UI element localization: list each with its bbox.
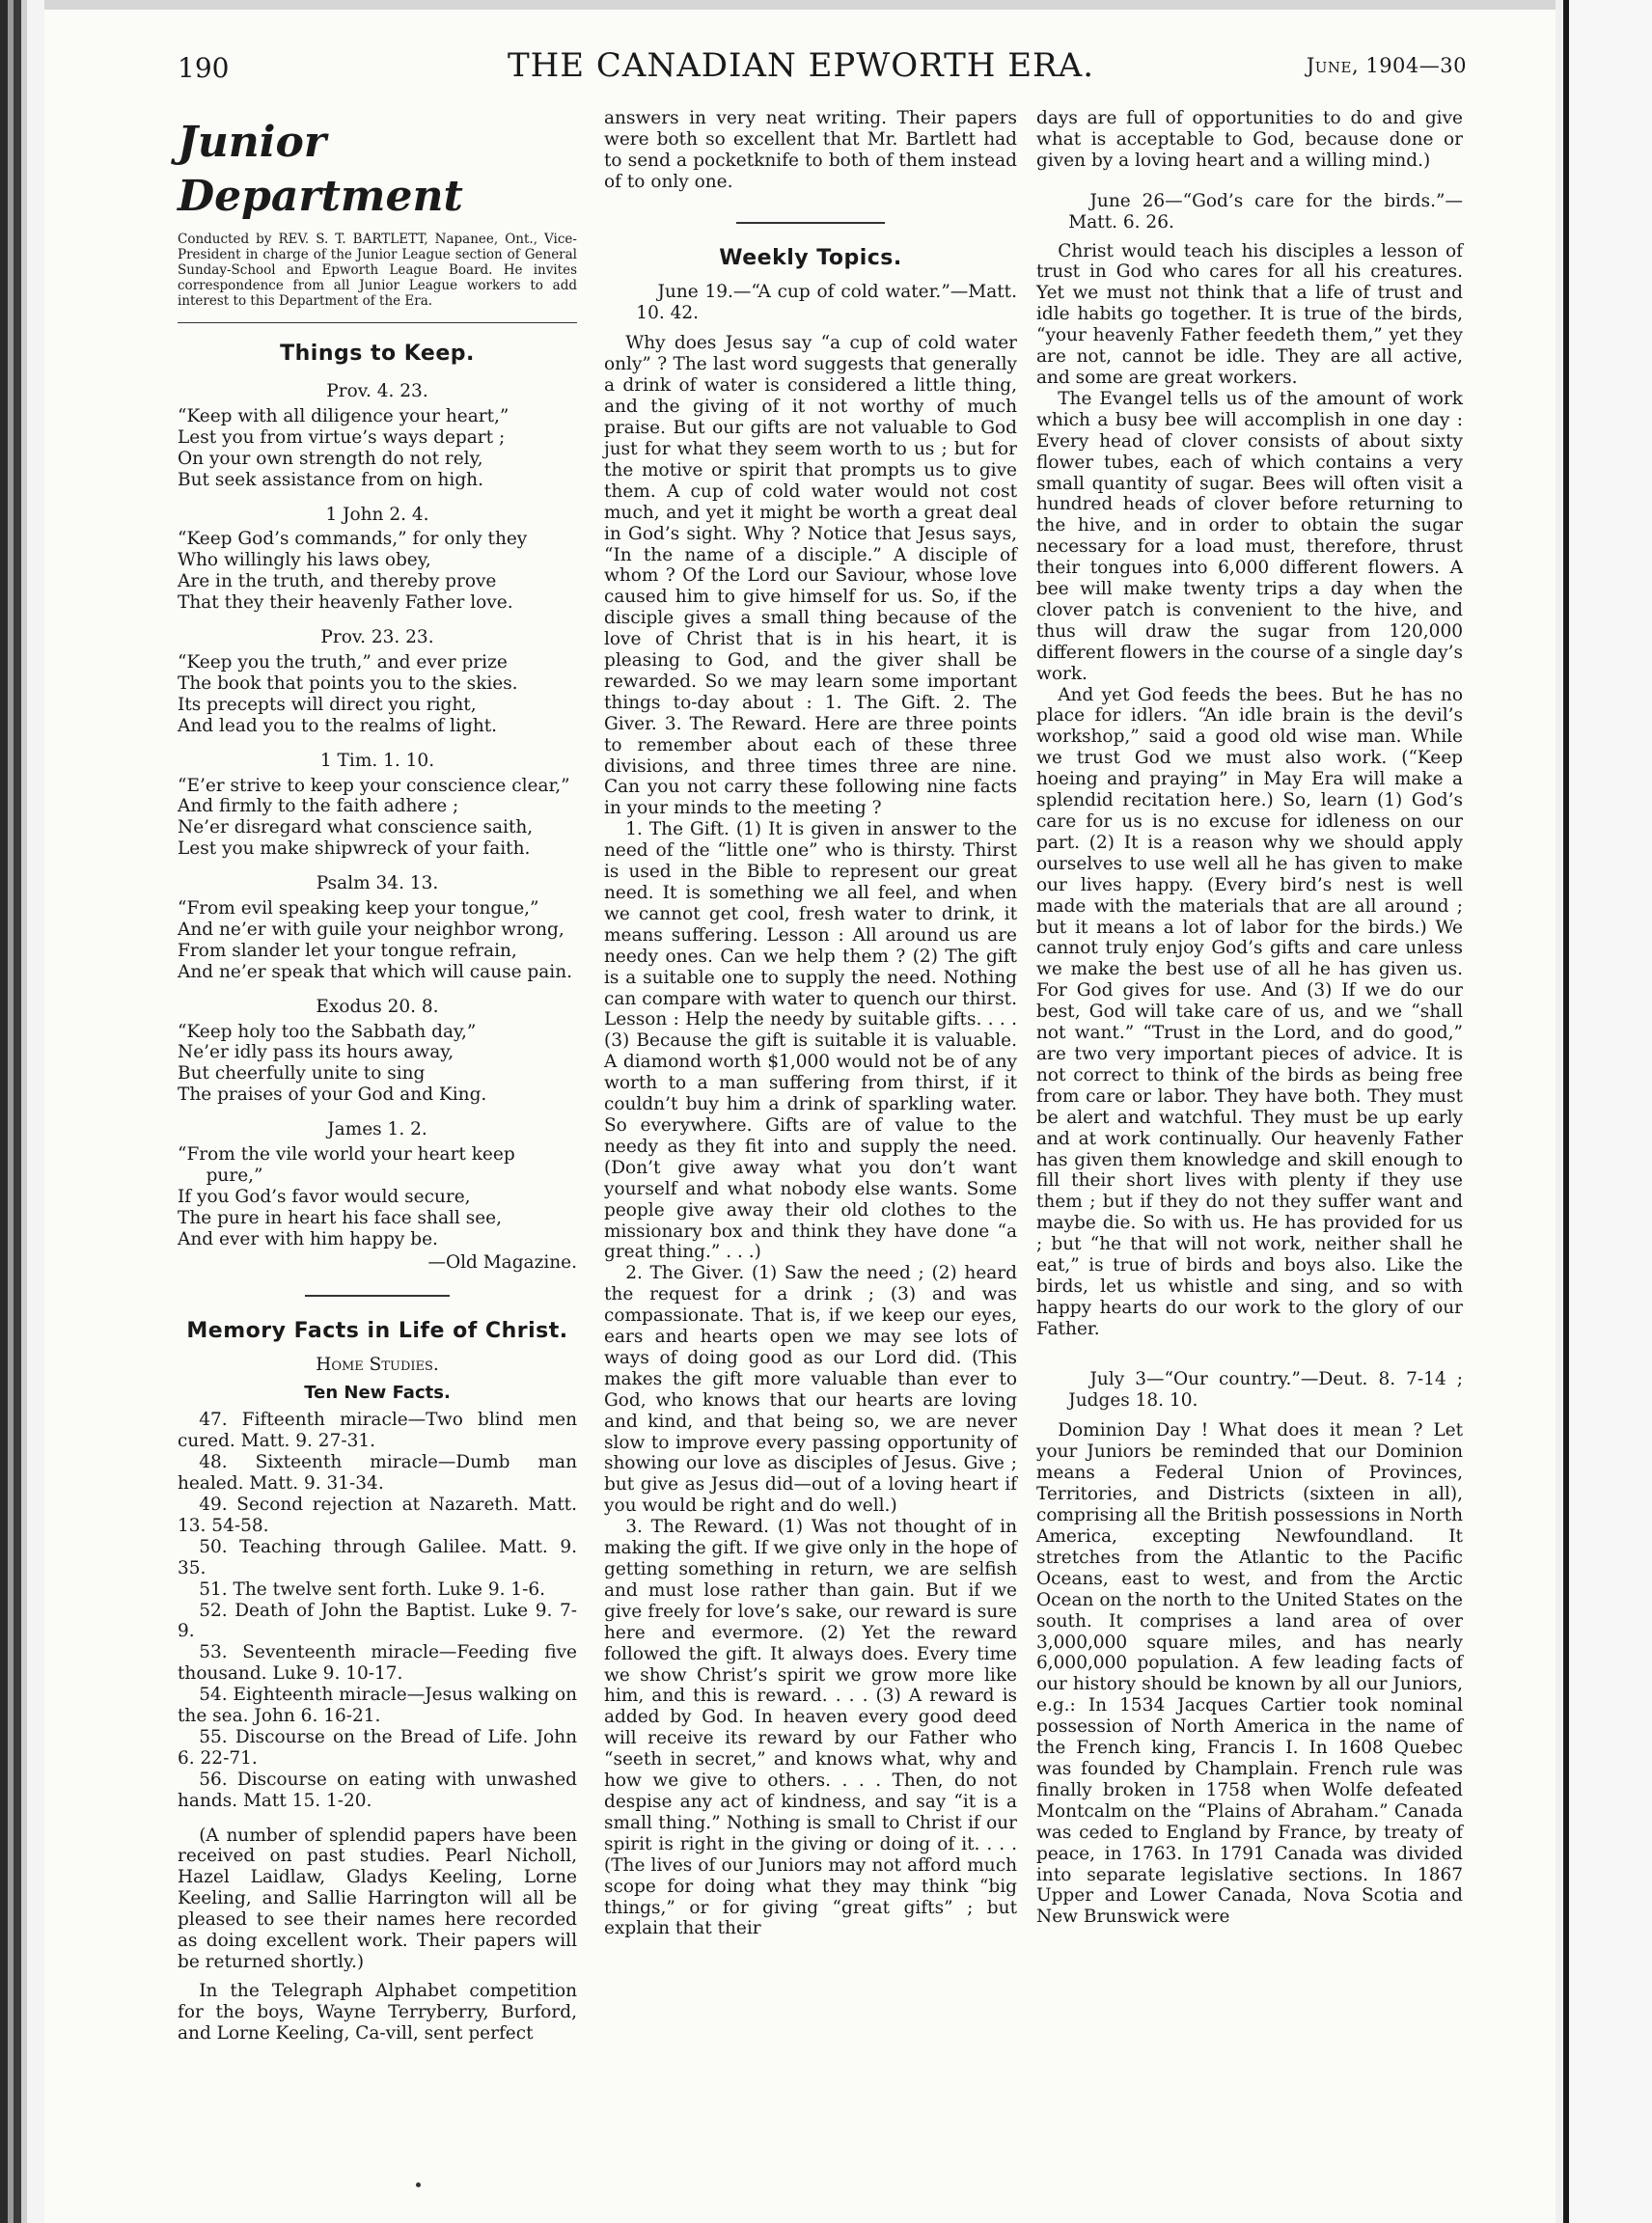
poem-line: “Keep you the truth,” and ever prize (178, 651, 508, 672)
column-right (1036, 108, 1463, 1928)
fact-item: 53. Seventeenth miracle—Feeding five thousand. Luke 9. 10-17. (178, 1642, 577, 1685)
poem-line: “Keep God’s commands,” for only they (178, 529, 528, 550)
poem-stanza (178, 381, 577, 491)
issue-date: June, 1904—30 (1306, 54, 1467, 77)
poem-line: Who willingly his laws obey, (178, 550, 431, 571)
column-middle (604, 108, 1017, 1939)
body-paragraph: 2. The Giver. (1) Saw the need ; (2) heard the request for a drink ; (3) and was compassionate. That is, if we keep our eyes, ears and hearts open we may see lots of ways of doing good as our Lord did. (This makes the gift more valuable than ever to God, who knows that our hearts are loving and kind, and that being so, we are never slow to improve every passing opportunity of showing our love as disciples of Jesus. Give ; but give as Jesus did—out of a loving heart if you would be right and do well.) (604, 1263, 1017, 1517)
poem-stanza (178, 873, 577, 983)
department-title: Junior Department (178, 118, 463, 221)
body-paragraph: 3. The Reward. (1) Was not thought of in making the gift. If we give only in the hope of getting something in return, we are selfish and must lose rather than gain. But if we give freely for love’s sake, our reward is sure here and evermore. (2) Yet the reward followed the gift. It always does. Every time we show Christ’s spirit we grow more like him, and this is reward. . . . (3) A reward is added by God. In heaven every good deed will receive its reward by our Father who “seeth in secret,” and knows what, why and how we give to others. . . . Then, do not despise any act of kindness, and say “it is a small thing.” Nothing is small to Christ if our spirit is right in the giving or doing of it. . . . (The lives of our Juniors may not afford much scope for doing what they may think “big things,” or for giving “great gifts” ; but explain that their (604, 1517, 1017, 1939)
poem-stanza (178, 1119, 577, 1249)
divider (178, 322, 577, 323)
scripture-ref: Psalm 34. 13. (316, 873, 439, 894)
poem-line: And firmly to the faith adhere ; (178, 796, 459, 817)
poem-line: The pure in heart his face shall see, (178, 1207, 502, 1228)
memory-facts-title: Memory Facts in Life of Christ. (186, 1318, 568, 1343)
scripture-ref: Prov. 4. 23. (326, 381, 428, 401)
scan-top-edge (0, 0, 1652, 10)
fact-item: 51. The twelve sent forth. Luke 9. 1-6. (199, 1578, 546, 1600)
ten-new-facts-label: Ten New Facts. (304, 1383, 451, 1404)
body-paragraph: Dominion Day ! What does it mean ? Let your Juniors be reminded that our Dominion means a Federal Union of Provinces, Territories, and Districts (sixteen in all), comprising all the British possessions in North America, excepting Newfoundland. It stretches from the Atlantic to the Pacific Oceans, east to west, and from the Arctic Ocean on the north to the United States on the south. It comprises a land area of over 3,000,000 square miles, and has nearly 6,000,000 population. A few leading facts of our history should be known by all our Juniors, e.g.: In 1534 Jacques Cartier took nominal possession of North America in the name of the French king, Francis I. In 1608 Quebec was founded by Champlain. French rule was finally broken in 1758 when Wolfe defeated Montcalm on the “Plains of Abraham.” Canada was ceded to England by France, by treaty of peace, in 1763. In 1791 Canada was divided into separate legislative sections. In 1867 Upper and Lower Canada, Nova Scotia and New Brunswick were (1036, 1420, 1463, 1928)
poem-line: That they their heavenly Father love. (178, 592, 513, 614)
weekly-topics-title: Weekly Topics. (719, 245, 902, 270)
poem-line: Are in the truth, and thereby prove (178, 571, 497, 592)
things-to-keep-title: Things to Keep. (280, 342, 475, 366)
poem-line: From slander let your tongue refrain, (178, 940, 517, 961)
page-number: 190 (178, 52, 230, 84)
conductor-note: Conducted by REV. S. T. BARTLETT, Napanee, Ont., Vice-President in charge of the Junior League section of General Sunday-School and Epworth League Board. He invites correspondence from all Junior League workers to add interest to this Department of the Era. (178, 232, 577, 309)
scripture-ref: 1 John 2. 4. (325, 504, 429, 525)
poem-stanza (178, 997, 577, 1107)
poem-line: “Keep holy too the Sabbath day,” (178, 1021, 477, 1042)
fact-item: 56. Discourse on eating with unwashed hands. Matt 15. 1-20. (178, 1769, 577, 1811)
papers-note: (A number of splendid papers have been received on past studies. Pearl Nicholl, Hazel Laidlaw, Gladys Keeling, Lorne Keeling, and Sallie Harrington will all be pleased to see their names here recorded as doing excellent work. Their papers will be returned shortly.) (178, 1825, 577, 1972)
poem-line: If you God’s favor would secure, (178, 1186, 471, 1207)
poem-line: “E’er strive to keep your conscience clear,” (178, 775, 570, 796)
fact-item: 50. Teaching through Galilee. Matt. 9. 35. (178, 1536, 577, 1578)
telegraph-note: In the Telegraph Alphabet competition for the boys, Wayne Terryberry, Burford, and Lorne Keeling, Ca-vill, sent perfect (178, 1980, 577, 2044)
poem-stanza (178, 505, 577, 615)
masthead: THE CANADIAN EPWORTH ERA. (507, 46, 1095, 85)
scan-binding-edge (0, 0, 44, 2223)
poem-line: The book that points you to the skies. (178, 672, 518, 694)
fact-item: 49. Second rejection at Nazareth. Matt. 13. 54-58. (178, 1494, 577, 1536)
poem-line: But cheerfully unite to sing (178, 1063, 426, 1084)
body-paragraph: And yet God feeds the bees. But he has no place for idlers. “An idle brain is the devil’s workshop,” said a good old wise man. While we trust God we must also work. (“Keep hoeing and praying” in May Era will make a splendid recitation here.) So, learn (1) God’s care for us is no excuse for idleness on our part. (2) It is a reason why we should apply ourselves to use well all he has given to make our lives happy. (Every bird’s nest is well made with the materials that are all around ; but it means a lot of labor for the birds.) We cannot truly enjoy God’s gifts and care unless we make the best use of all he has given us. For God gives for use. And (3) If we do our best, God will take care of us, and we “shall not want.” “Trust in the Lord, and do good,” are two very important pieces of advice. It is not correct to think of the birds as being free from care or labor. They have both. They must be alert and watchful. They must be up early and at work continually. Our heavenly Father has given them knowledge and skill enough to fill their short lives with plenty if they use them ; but if they do not they suffer want and maybe die. So with us. He has provided for us ; but “he that will not work, neither shall he eat,” is true of birds and boys also. Like the birds, let us whistle and sing, and so with happy hearts do our work to the glory of our Father. (1036, 684, 1463, 1339)
poem-line: And lead you to the realms of light. (178, 715, 498, 736)
poem-line: And ever with him happy be. (178, 1228, 438, 1249)
poem-line: The praises of your God and King. (178, 1084, 487, 1106)
fact-item: 55. Discourse on the Bread of Life. John 6. 22-71. (178, 1726, 577, 1769)
scan-right-edge (1556, 0, 1652, 2223)
poem-line: Lest you from virtue’s ways depart ; (178, 426, 506, 448)
divider (736, 222, 885, 224)
poem-stanza (178, 627, 577, 737)
poem-line: “Keep with all diligence your heart,” (178, 405, 509, 426)
fact-item: 52. Death of John the Baptist. Luke 9. 7-9. (178, 1600, 577, 1642)
poem-line: And ne’er with guile your neighbor wrong, (178, 919, 564, 940)
body-paragraph: Why does Jesus say “a cup of cold water only” ? The last word suggests that generally a drink of water is considered a little thing, and the giving of it not worthy of much praise. But our gifts are not valuable to God just for what they seem worth to us ; but for the motive or spirit that prompts us to give them. A cup of cold water would not cost much, and yet it might be worth a great deal in God’s sight. Why ? Notice that Jesus says, “In the name of a disciple.” A disciple of whom ? Of the Lord our Saviour, whose love caused him to give himself for us. So, if the disciple gives a small thing because of the love of Christ that is in his heart, it is pleasing to God, and the giver shall be rewarded. So we may learn some important things to-day about : 1. The Gift. 2. The Giver. 3. The Reward. Here are three points to remember about each of these three divisions, and three times three are nine. Can you not carry these following nine facts in your minds to the meeting ? (604, 333, 1017, 819)
scripture-ref: Prov. 23. 23. (320, 627, 434, 648)
topic-heading: June 19.—“A cup of cold water.”—Matt. 10. 42. (636, 281, 1017, 323)
column-left (178, 108, 577, 2045)
poem-attribution: —Old Magazine. (427, 1251, 577, 1273)
body-paragraph: 1. The Gift. (1) It is given in answer to the need of the “little one” who is thirsty. Thirst is used in the Bible to represent our great need. It is something we all feel, and when we cannot get cool, fresh water to drink, it means suffering. Lesson : All around us are needy ones. Can we help them ? (2) The gift is a suitable one to supply the need. Nothing can compare with water to quench our thirst. Lesson : Help the needy by suitable gifts. . . . (3) Because the gift is suitable it is valuable. A diamond worth $1,000 would not be of any worth to a man suffering from thirst, if it couldn’t buy him a drink of sparkling water. So everywhere. Gifts are of value to the needy as they fit into and supply the need. (Don’t give away what you don’t want yourself and what nobody else wants. Some people give away their old clothes to the missionary box and think they have done “a great thing.” . . .) (604, 819, 1017, 1263)
scripture-ref: Exodus 20. 8. (316, 996, 439, 1017)
body-paragraph: Christ would teach his disciples a lesson of trust in God who cares for all his creatures. Yet we must not think that a life of trust and idle habits go together. It is true of the birds, “your heavenly Father feedeth them,” yet they are not, cannot be idle. They are all active, and some are great workers. (1036, 240, 1463, 388)
running-header (135, 46, 1467, 95)
scripture-ref: James 1. 2. (327, 1119, 427, 1140)
poem-line: Ne’er idly pass its hours away, (178, 1042, 454, 1063)
poem-line: But seek assistance from on high. (178, 469, 483, 490)
scripture-ref: 1 Tim. 1. 10. (319, 750, 435, 771)
poem-line: “From the vile world your heart keep pure,” (178, 1144, 515, 1186)
poem-stanza (178, 751, 577, 861)
poem-line: “From evil speaking keep your tongue,” (178, 898, 539, 919)
topic-heading: June 26—“God’s care for the birds.”—Matt. 6. 26. (1068, 190, 1463, 233)
home-studies-label: Home Studies. (316, 1354, 439, 1375)
poem-line: On your own strength do not rely, (178, 448, 483, 469)
fact-item: 54. Eighteenth miracle—Jesus walking on the sea. John 6. 16-21. (178, 1685, 577, 1727)
body-paragraph-continued: days are full of opportunities to do and give what is acceptable to God, because done or given by a loving heart and a willing mind.) (1036, 108, 1463, 171)
poem-line: Ne’er disregard what conscience saith, (178, 817, 534, 838)
ink-speck (416, 2182, 421, 2187)
poem-line: And ne’er speak that which will cause pain. (178, 961, 573, 982)
poem-line: Its precepts will direct you right, (178, 694, 477, 715)
body-paragraph: The Evangel tells us of the amount of work which a busy bee will accomplish in one day : Every head of clover consists of about sixty flower tubes, each of which contains a very small quantity of sugar. Bees will often visit a hundred heads of clover before returning to the hive, and in order to obtain the sugar necessary for a load must, therefore, thrust their tongues into 6,000 different flowers. A bee will make twenty trips a day when the clover patch is convenient to the hive, and thus will draw the sugar from 120,000 different flowers in the course of a single day’s work. (1036, 388, 1463, 684)
fact-item: 48. Sixteenth miracle—Dumb man healed. Matt. 9. 31-34. (178, 1452, 577, 1495)
divider (305, 1295, 449, 1297)
fact-item: 47. Fifteenth miracle—Two blind men cured. Matt. 9. 27-31. (178, 1410, 577, 1452)
telegraph-note-continued: answers in very neat writing. Their papers were both so excellent that Mr. Bartlett had to send a pocketknife to both of them instead of to only one. (604, 108, 1017, 192)
poem-line: Lest you make shipwreck of your faith. (178, 838, 531, 860)
topic-heading: July 3—“Our country.”—Deut. 8. 7-14 ; Judges 18. 10. (1068, 1368, 1463, 1411)
